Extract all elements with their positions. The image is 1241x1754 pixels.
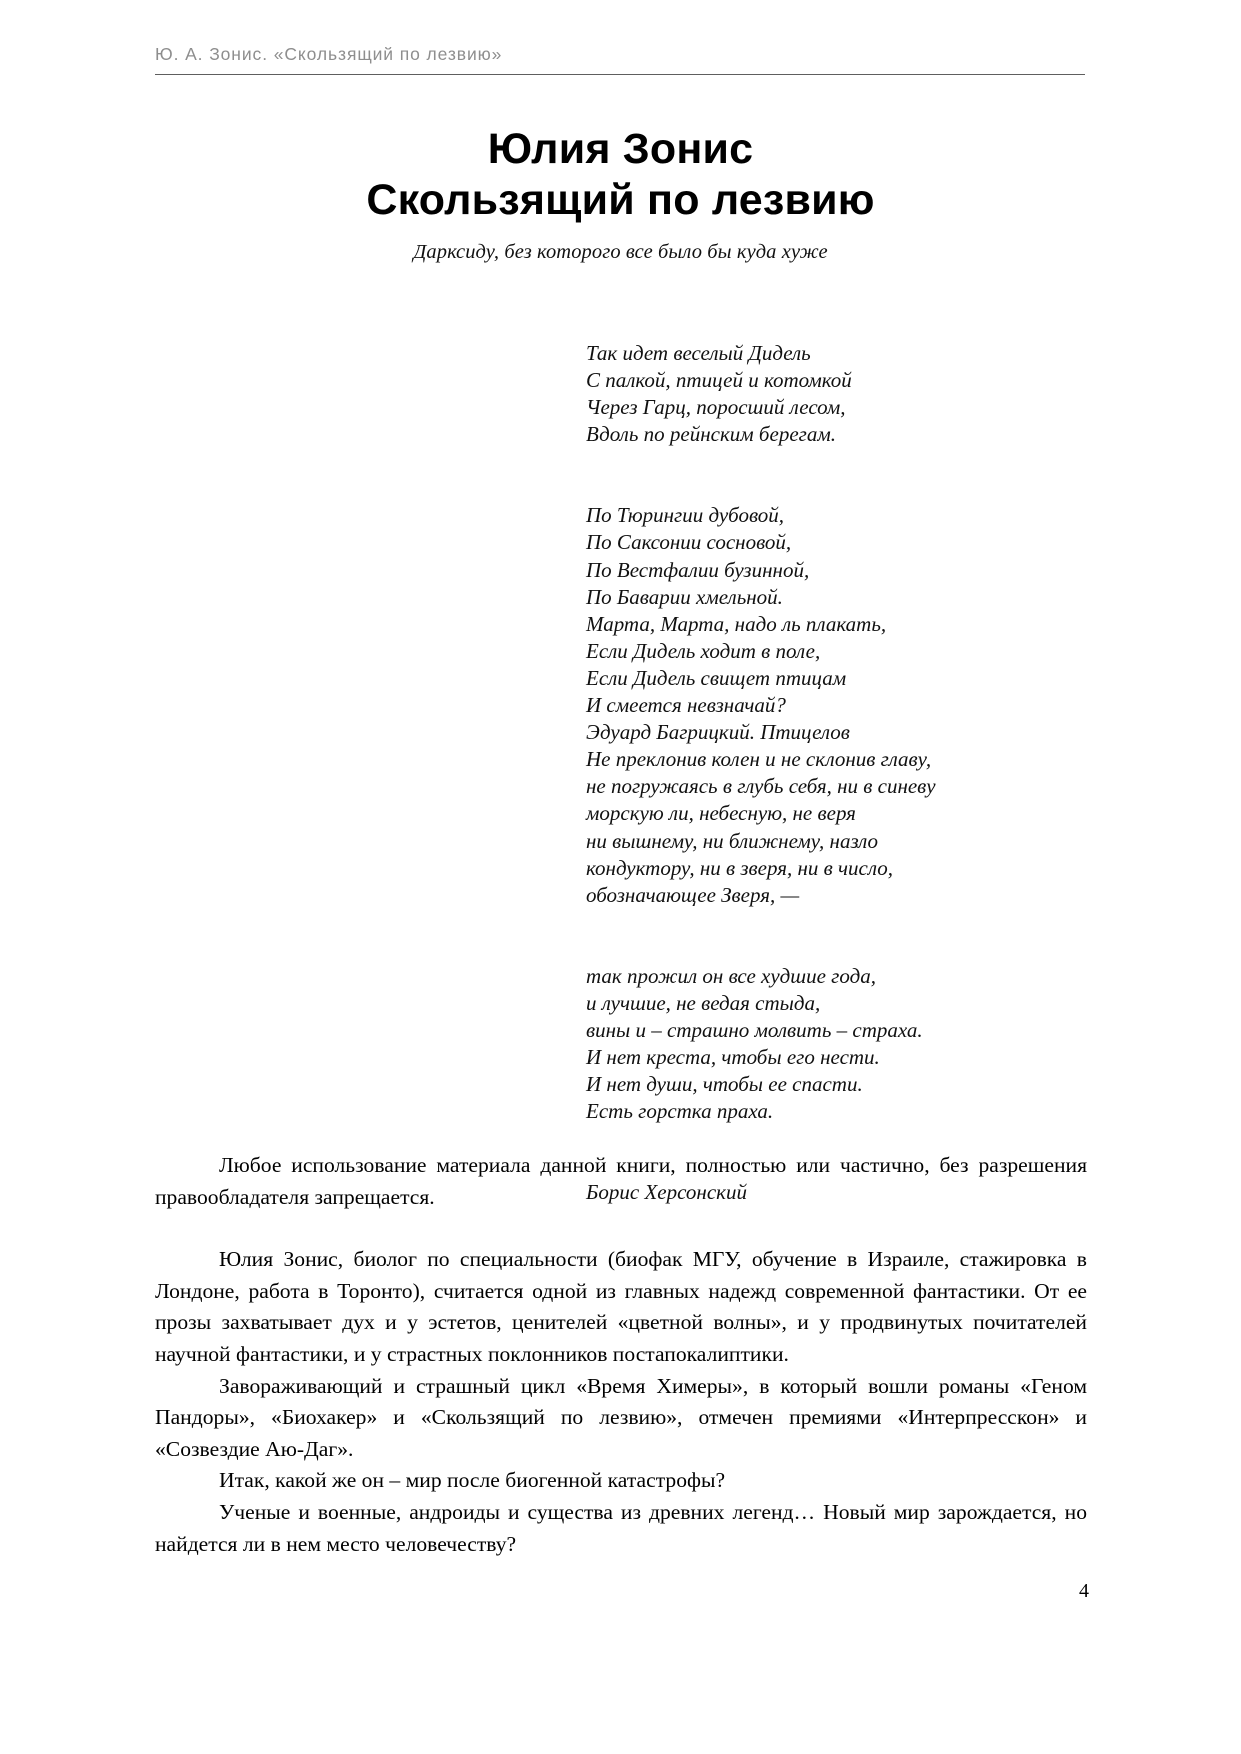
verse-line: С палкой, птицей и котомкой	[586, 368, 852, 393]
verse-line: и лучшие, не ведая стыда,	[586, 990, 821, 1015]
author-name: Юлия Зонис	[487, 125, 754, 173]
dedication-line: Дарксиду, без которого все было бы куда хуже	[413, 240, 828, 263]
epigraph-attribution-bagritsky: Эдуард Багрицкий. Птицелов	[586, 720, 850, 745]
book-title: Скользящий по лезвию	[366, 176, 875, 225]
verse-line: И нет креста, чтобы его нести.	[586, 1045, 880, 1070]
header-divider	[155, 74, 1085, 75]
stanza-spacer	[586, 1125, 1146, 1152]
verse-line: так прожил он все худшие года,	[586, 963, 876, 988]
verse-line: Марта, Марта, надо ль плакать,	[586, 611, 887, 636]
verse-line: кондуктору, ни в зверя, ни в число,	[586, 855, 894, 880]
paragraph-question: Итак, какой же он – мир после биогенной катастрофы?	[219, 1468, 726, 1493]
epigraph-attribution-khersonsky: Борис Херсонский	[586, 1180, 747, 1205]
verse-line: морскую ли, небесную, не веря	[586, 801, 856, 826]
paragraph-author-bio: Юлия Зонис, биолог по специальности (биофак МГУ, обучение в Израиле, стажировка в Лондоне, работа в Торонто), считается одной из главных надежд современной фантастики. От ее прозы захватывает дух и у эстетов, ценителей «цветной волны», и у продвинутых почитателей научной фантастики, и у страстных поклонников постапокалиптики.	[155, 1247, 1087, 1366]
verse-line: не погружаясь в глубь себя, ни в синеву	[586, 774, 936, 799]
body-text-block	[155, 1150, 1087, 1560]
verse-line: И смеется невзначай?	[586, 693, 786, 718]
verse-line: ни вышнему, ни ближнему, назло	[586, 828, 879, 853]
epigraph-block	[586, 340, 1146, 1206]
epigraph-stanza-2	[586, 502, 1146, 719]
verse-line: Если Дидель ходит в поле,	[586, 638, 821, 663]
verse-line: вины и – страшно молвить – страха.	[586, 1017, 923, 1042]
verse-line: Если Дидель свищет птицам	[586, 665, 847, 690]
stanza-spacer	[586, 448, 1146, 475]
epigraph-stanza-3	[586, 746, 1146, 909]
verse-line: По Тюрингии дубовой,	[586, 503, 785, 528]
verse-line: По Саксонии сосновой,	[586, 530, 792, 555]
verse-line: По Баварии хмельной.	[586, 584, 783, 609]
title-block	[0, 126, 1241, 264]
verse-line: Есть горстка праха.	[586, 1099, 774, 1124]
verse-line: Не преклонив колен и не склонив главу,	[586, 747, 932, 772]
verse-line: обозначающее Зверя, —	[586, 882, 800, 907]
paragraph-series-info: Завораживающий и страшный цикл «Время Химеры», в который вошли романы «Геном Пандоры», «Биохакер» и «Скользящий по лезвию», отмечен премиями «Интерпресскон» и «Созвездие Аю-Даг».	[155, 1373, 1087, 1461]
verse-line: По Вестфалии бузинной,	[586, 557, 810, 582]
verse-line: Вдоль по рейнским берегам.	[586, 422, 836, 447]
stanza-spacer	[586, 936, 1146, 963]
verse-line: И нет души, чтобы ее спасти.	[586, 1072, 863, 1097]
page-number: 4	[1079, 1580, 1089, 1602]
stanza-spacer	[586, 475, 1146, 502]
paragraph-copyright-notice: Любое использование материала данной книги, полностью или частично, без разрешения правообладателя запрещается.	[155, 1153, 1087, 1209]
stanza-spacer	[586, 909, 1146, 936]
paragraph-closing: Ученые и военные, андроиды и существа из древних легенд… Новый мир зарождается, но найдется ли в нем место человечеству?	[155, 1499, 1087, 1556]
verse-line: Так идет веселый Дидель	[586, 341, 811, 365]
running-header	[155, 44, 1085, 75]
verse-line: Через Гарц, поросший лесом,	[586, 395, 846, 420]
epigraph-stanza-1	[586, 340, 1146, 448]
epigraph-stanza-4	[586, 963, 1146, 1126]
running-head-text: Ю. А. Зонис. «Скользящий по лезвию»	[155, 44, 503, 64]
